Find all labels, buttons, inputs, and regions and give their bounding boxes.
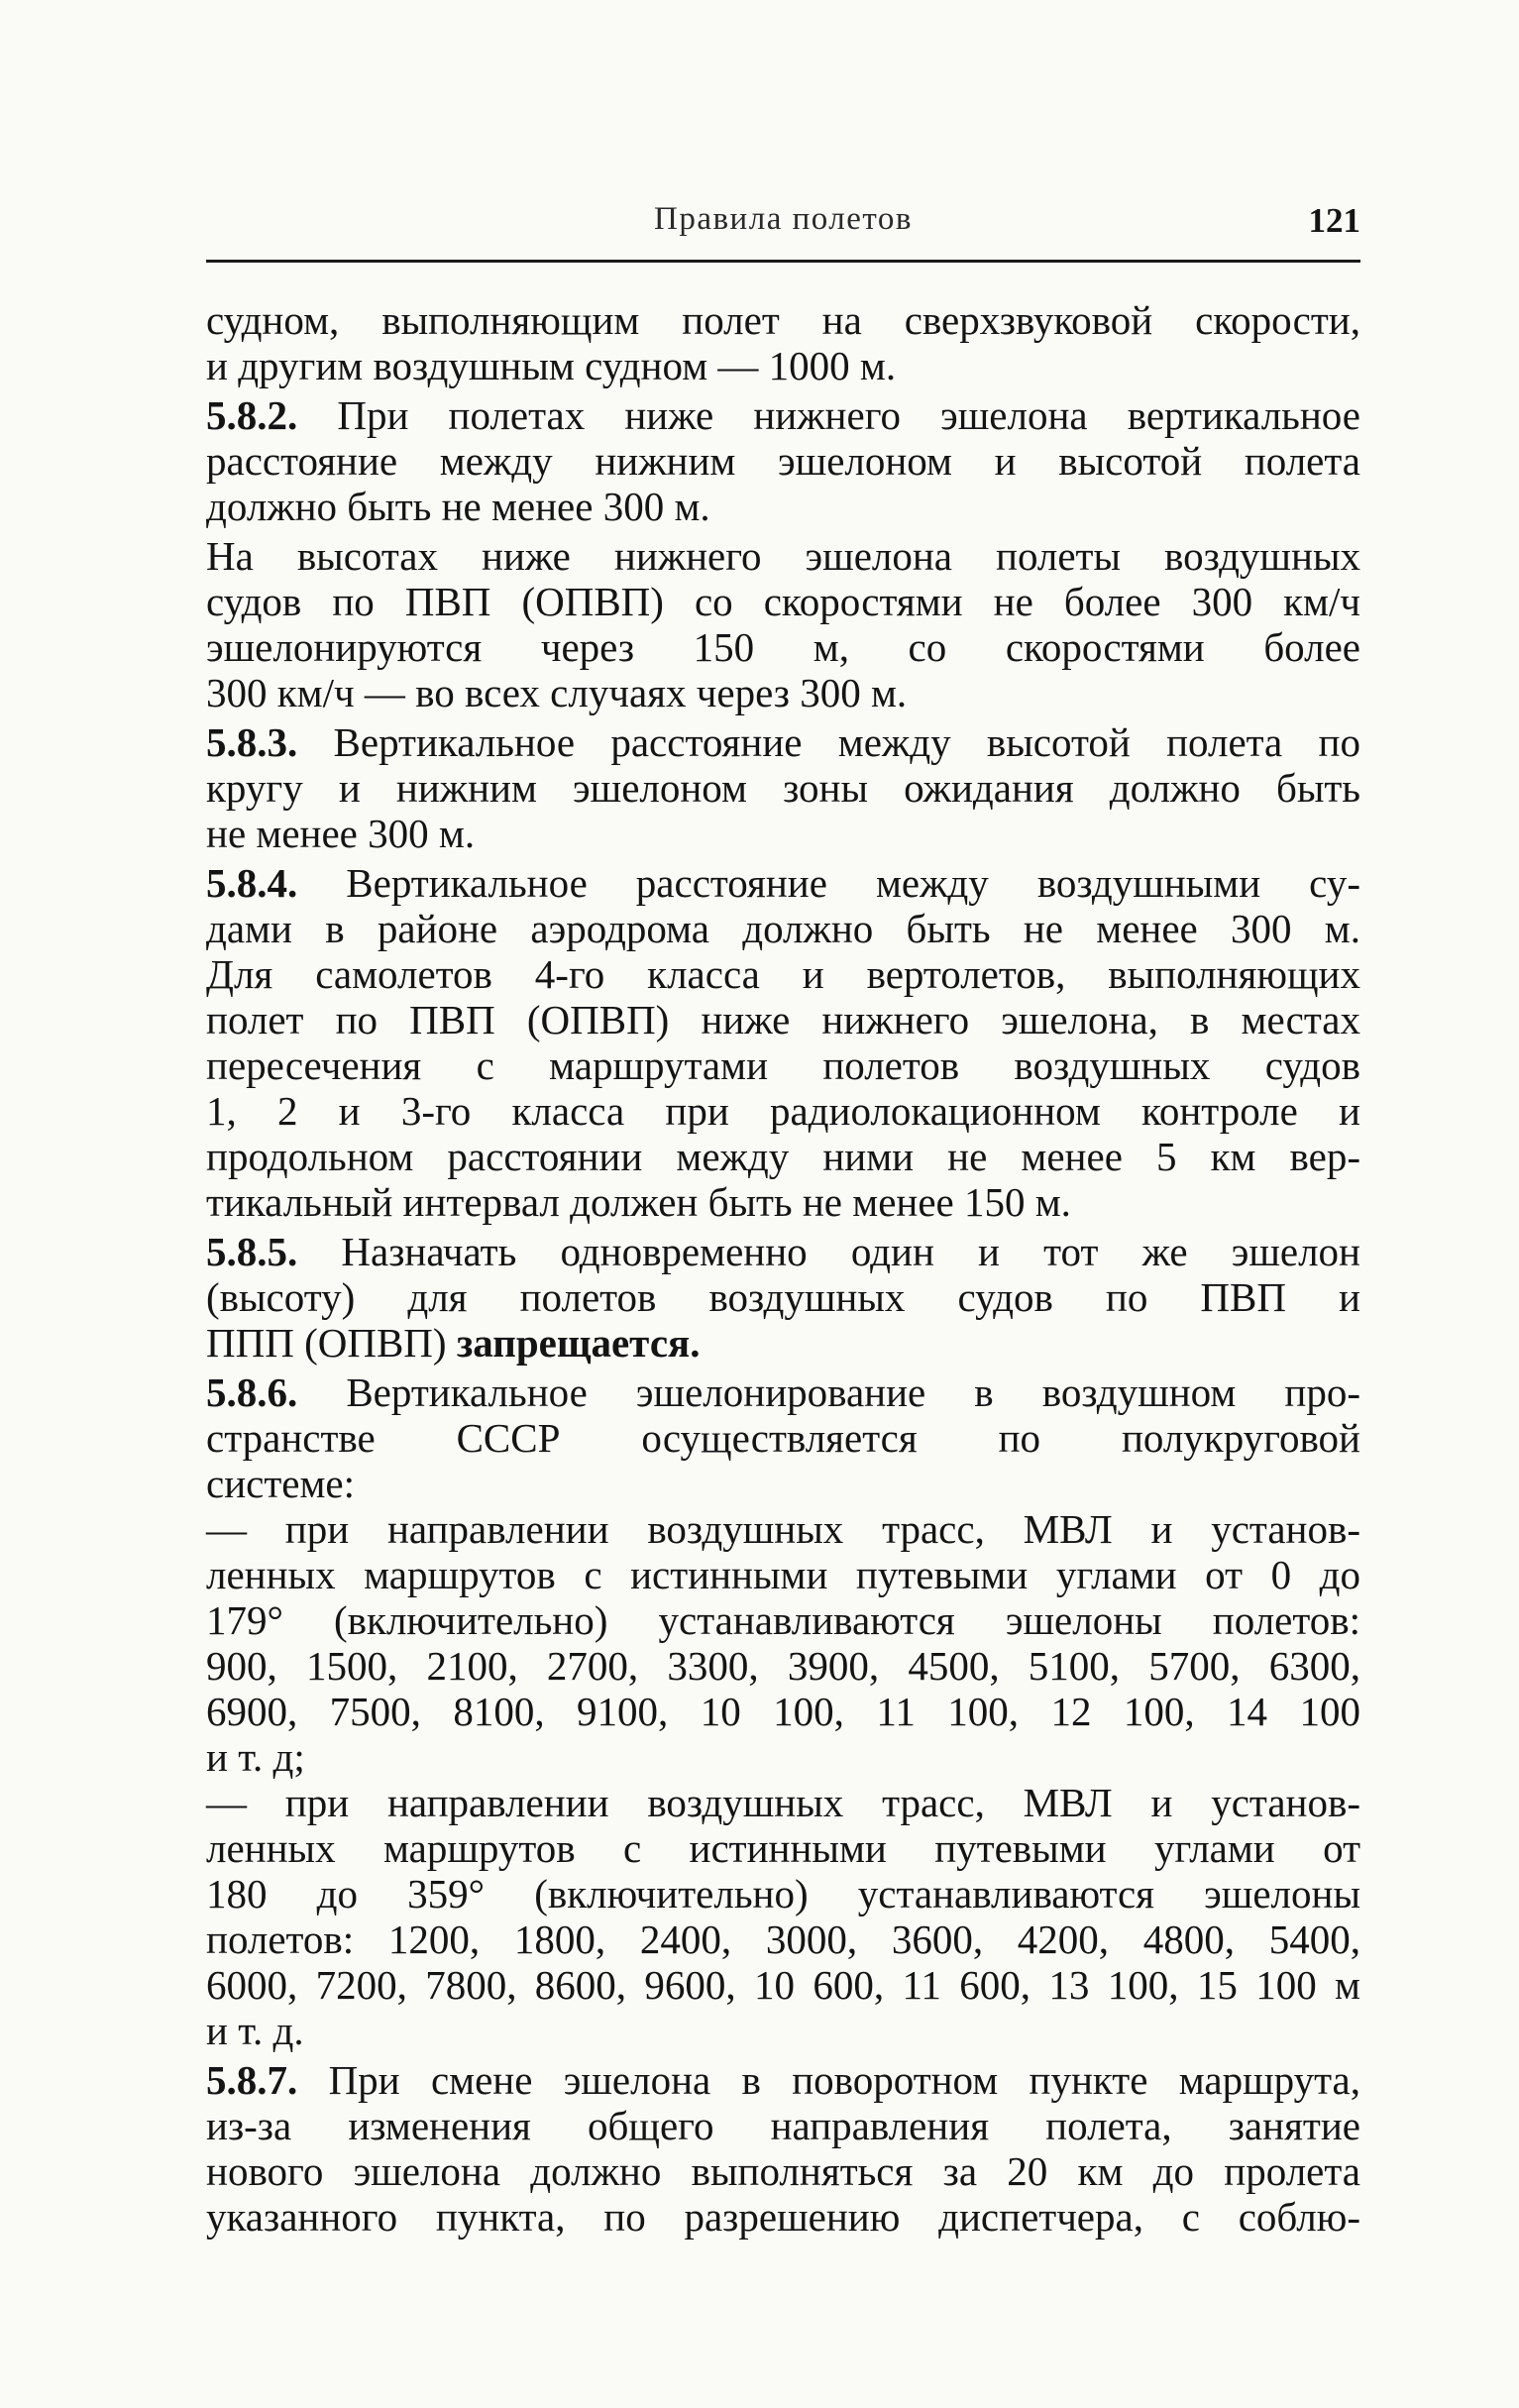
text-line xyxy=(206,1597,1360,1643)
line-text: (высоту) для полетов воздушных судов по ПВП и xyxy=(206,1274,1360,1320)
line-text: тикальный интервал должен быть не менее 150 м. xyxy=(206,1179,1071,1225)
line-text: 179° (включительно) устанавливаются эшелоны полетов: xyxy=(206,1597,1360,1643)
section-number: 5.8.7. xyxy=(206,2057,298,2103)
line-text: При полетах ниже нижнего эшелона вертикальное xyxy=(297,392,1360,438)
text-line xyxy=(206,997,1360,1042)
section-number: 5.8.4. xyxy=(206,860,298,906)
line-text: полетов: 1200, 1800, 2400, 3000, 3600, 4200, 4800, 5400, xyxy=(206,1916,1360,1962)
text-line xyxy=(206,906,1360,951)
line-text: пересечения с маршрутами полетов воздушных судов xyxy=(206,1042,1360,1088)
line-text: системе: xyxy=(206,1461,355,1506)
section-number: 5.8.2. xyxy=(206,392,298,438)
line-text: дами в районе аэродрома должно быть не менее 300 м. xyxy=(206,906,1360,951)
line-text: полет по ПВП (ОПВП) ниже нижнего эшелона, в местах xyxy=(206,997,1360,1042)
text-line xyxy=(206,2194,1360,2240)
text-line xyxy=(206,811,1360,856)
line-text: нового эшелона должно выполняться за 20 км до пролета xyxy=(206,2148,1360,2194)
line-text: 6900, 7500, 8100, 9100, 10 100, 11 100, 12 100, 14 100 xyxy=(206,1689,1360,1734)
line-text: и другим воздушным судном — 1000 м. xyxy=(206,343,897,388)
text-line xyxy=(206,1134,1360,1179)
line-text: 900, 1500, 2100, 2700, 3300, 3900, 4500, 5100, 5700, 6300, xyxy=(206,1643,1360,1689)
text-line xyxy=(206,1962,1360,2008)
text-line xyxy=(206,1274,1360,1320)
line-text: — при направлении воздушных трасс, МВЛ и установ- xyxy=(206,1506,1360,1552)
line-text: Вертикальное расстояние между высотой полета по xyxy=(297,719,1360,765)
section-number: 5.8.6. xyxy=(206,1369,298,1415)
section-number: 5.8.5. xyxy=(206,1229,298,1274)
text-line xyxy=(206,579,1360,624)
text-line xyxy=(206,860,1360,906)
line-text: 180 до 359° (включительно) устанавливаются эшелоны xyxy=(206,1871,1360,1916)
line-text: из-за изменения общего направления полета, занятие xyxy=(206,2103,1360,2148)
line-text: ППП (ОПВП) xyxy=(206,1320,457,1366)
line-text: кругу и нижним эшелоном зоны ожидания должно быть xyxy=(206,765,1360,811)
text-line xyxy=(206,1734,1360,1780)
line-text: судов по ПВП (ОПВП) со скоростями не более 300 км/ч xyxy=(206,579,1360,624)
header-title: Правила полетов xyxy=(654,201,913,237)
text-line xyxy=(206,1461,1360,1506)
text-line xyxy=(206,2148,1360,2194)
text-line xyxy=(206,1643,1360,1689)
line-text: При смене эшелона в поворотном пункте маршрута, xyxy=(297,2057,1360,2103)
text-line xyxy=(206,1042,1360,1088)
text-line xyxy=(206,951,1360,997)
line-text: должно быть не менее 300 м. xyxy=(206,484,710,529)
line-text: эшелонируются через 150 м, со скоростями более xyxy=(206,624,1360,670)
line-text: 1, 2 и 3-го класса при радиолокационном контроле и xyxy=(206,1088,1360,1134)
line-text: 6000, 7200, 7800, 8600, 9600, 10 600, 11 600, 13 100, 15 100 м xyxy=(206,1962,1360,2008)
line-text: Вертикальное эшелонирование в воздушном про- xyxy=(297,1369,1360,1415)
text-line xyxy=(206,438,1360,484)
text-line xyxy=(206,1689,1360,1734)
text-line xyxy=(206,1369,1360,1415)
line-text: Для самолетов 4-го класса и вертолетов, выполняющих xyxy=(206,951,1360,997)
text-line xyxy=(206,1871,1360,1916)
text-line xyxy=(206,624,1360,670)
text-line xyxy=(206,1320,1360,1366)
text-line xyxy=(206,1780,1360,1825)
body-text xyxy=(206,297,1360,2240)
line-text: На высотах ниже нижнего эшелона полеты воздушных xyxy=(206,533,1360,579)
line-text: не менее 300 м. xyxy=(206,811,476,856)
text-line xyxy=(206,2103,1360,2148)
bold-text: запрещается. xyxy=(456,1320,701,1366)
text-line xyxy=(206,392,1360,438)
line-text: ленных маршрутов с истинными путевыми углами от 0 до xyxy=(206,1552,1360,1597)
text-line xyxy=(206,1229,1360,1274)
line-text: судном, выполняющим полет на сверхзвуковой скорости, xyxy=(206,297,1360,343)
text-line xyxy=(206,533,1360,579)
text-line xyxy=(206,1552,1360,1597)
text-line xyxy=(206,1415,1360,1461)
section-number: 5.8.3. xyxy=(206,719,298,765)
text-line xyxy=(206,670,1360,715)
text-line xyxy=(206,343,1360,388)
text-line xyxy=(206,719,1360,765)
line-text: Вертикальное расстояние между воздушными су- xyxy=(297,860,1360,906)
line-text: и т. д; xyxy=(206,1734,305,1780)
text-line xyxy=(206,1088,1360,1134)
text-line xyxy=(206,2008,1360,2053)
text-line xyxy=(206,297,1360,343)
line-text: и т. д. xyxy=(206,2008,304,2053)
page-number: 121 xyxy=(1308,201,1360,240)
text-line xyxy=(206,1179,1360,1225)
text-line xyxy=(206,1825,1360,1871)
text-line xyxy=(206,2057,1360,2103)
line-text: Назначать одновременно один и тот же эшелон xyxy=(297,1229,1360,1274)
line-text: 300 км/ч — во всех случаях через 300 м. xyxy=(206,670,908,715)
header-rule xyxy=(206,260,1360,263)
line-text: — при направлении воздушных трасс, МВЛ и установ- xyxy=(206,1780,1360,1825)
line-text: странстве СССР осуществляется по полукруговой xyxy=(206,1415,1360,1461)
text-line xyxy=(206,1506,1360,1552)
text-line xyxy=(206,765,1360,811)
line-text: продольном расстоянии между ними не менее 5 км вер- xyxy=(206,1134,1360,1179)
line-text: ленных маршрутов с истинными путевыми углами от xyxy=(206,1825,1360,1871)
line-text: указанного пункта, по разрешению диспетчера, с соблю- xyxy=(206,2194,1360,2240)
text-line xyxy=(206,484,1360,529)
text-line xyxy=(206,1916,1360,1962)
line-text: расстояние между нижним эшелоном и высотой полета xyxy=(206,438,1360,484)
running-header xyxy=(206,201,1360,249)
